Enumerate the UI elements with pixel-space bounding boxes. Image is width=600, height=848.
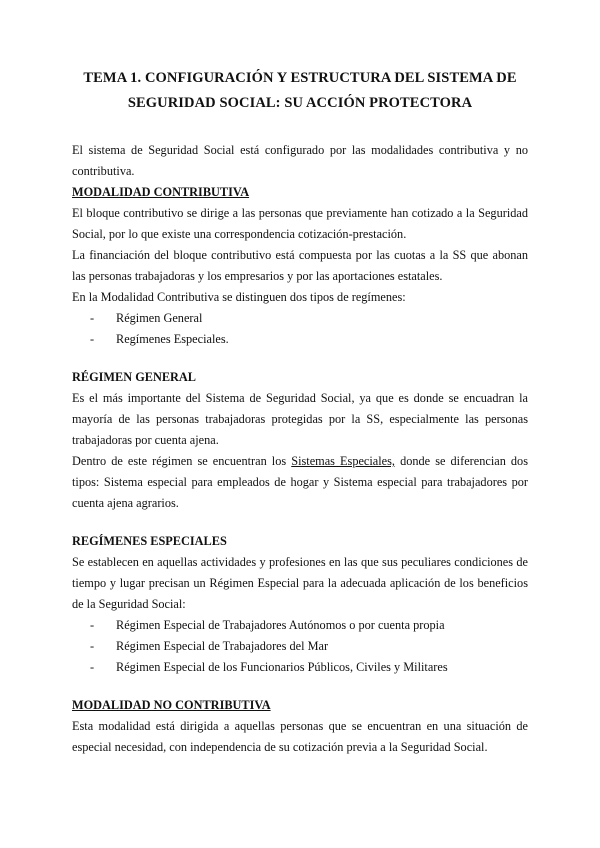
title-line-2: SEGURIDAD SOCIAL: SU ACCIÓN PROTECTORA [127, 95, 473, 111]
sistemas-especiales-link: Sistemas Especiales, [291, 454, 396, 468]
especiales-p1: Se establecen en aquellas actividades y profesiones en las que sus peculiares condiciones de tiempo y lugar precisan un Régimen Especial para la adecuada aplicación de los beneficios de la Seguridad Social: [72, 555, 528, 611]
section-especiales [72, 531, 528, 678]
contributiva-p1: El bloque contributivo se dirige a las personas que previamente han cotizado a la Seguridad Social, por lo que existe una correspondencia cotización-prestación. [72, 206, 528, 241]
list-item-text: Régimen Especial de Trabajadores Autónomos o por cuenta propia [116, 618, 445, 632]
general-p2-before: Dentro de este régimen se encuentran los [72, 454, 292, 468]
list-bullet: - [90, 332, 95, 346]
list-bullet: - [90, 618, 95, 632]
document-title [72, 66, 528, 116]
spacer [72, 514, 528, 531]
spacer [72, 678, 528, 695]
list-item [90, 308, 528, 329]
regimenes-list [72, 308, 528, 350]
general-p2-after: donde se diferencian dos tipos: Sistema especial para empleados de hogar y Sistema especial para trabajadores por cuenta ajena agrarios. [72, 454, 528, 510]
section-general [72, 367, 528, 514]
list-item [90, 657, 528, 678]
no-contributiva-p1: Esta modalidad está dirigida a aquellas personas que se encuentran en una situación de especial necesidad, con independencia de su cotización previa a la Seguridad Social. [72, 719, 528, 754]
intro-paragraph: El sistema de Seguridad Social está configurado por las modalidades contributiva y no contributiva. [72, 143, 528, 178]
section-no-contributiva [72, 695, 528, 758]
list-item-text: Régimen Especial de los Funcionarios Públicos, Civiles y Militares [116, 660, 448, 674]
heading-no-contributiva: MODALIDAD NO CONTRIBUTIVA [72, 698, 271, 712]
list-item [90, 329, 528, 350]
heading-contributiva: MODALIDAD CONTRIBUTIVA [72, 185, 250, 199]
heading-especiales: REGÍMENES ESPECIALES [72, 534, 227, 548]
contributiva-p2: La financiación del bloque contributivo está compuesta por las cuotas a la SS que abonan las personas trabajadoras y los empresarios y por las aportaciones estatales. [72, 248, 528, 283]
list-bullet: - [90, 639, 95, 653]
list-item-text: Regímenes Especiales. [116, 332, 229, 346]
list-item-text: Régimen General [116, 311, 203, 325]
spacer [72, 350, 528, 367]
title-line-1: TEMA 1. CONFIGURACIÓN Y ESTRUCTURA DEL SISTEMA DE [83, 70, 517, 86]
general-p2 [72, 451, 528, 514]
list-bullet: - [90, 311, 95, 325]
list-bullet: - [90, 660, 95, 674]
list-item [90, 615, 528, 636]
general-p1: Es el más importante del Sistema de Seguridad Social, ya que es donde se encuadran la mayoría de las personas trabajadoras protegidas por la SS, especialmente las personas trabajadoras por cuenta ajena. [72, 391, 528, 447]
list-item-text: Régimen Especial de Trabajadores del Mar [116, 639, 329, 653]
contributiva-p3: En la Modalidad Contributiva se distinguen dos tipos de regímenes: [72, 290, 406, 304]
especiales-list [72, 615, 528, 678]
list-item [90, 636, 528, 657]
section-contributiva [72, 182, 528, 350]
heading-general: RÉGIMEN GENERAL [72, 370, 197, 384]
